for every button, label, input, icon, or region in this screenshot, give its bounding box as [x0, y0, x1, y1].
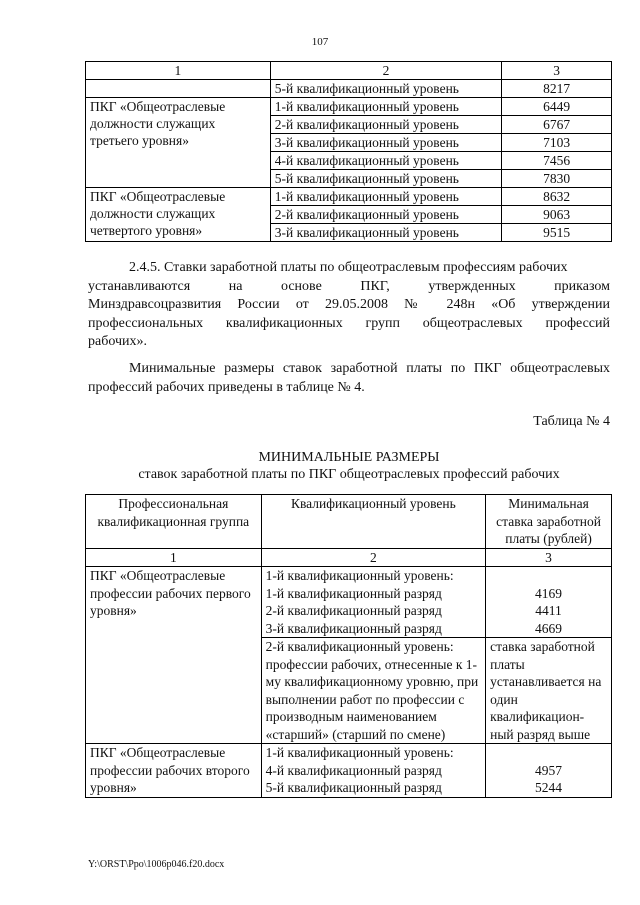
salary-value: 4669: [535, 620, 563, 636]
table-row: [86, 80, 612, 98]
table-row: [86, 188, 612, 206]
table-subtitle: ставок заработной платы по ПКГ общеотраслевых профессий рабочих: [138, 467, 560, 482]
paragraph-line: рабочих».: [88, 334, 148, 349]
table-row: [86, 567, 612, 638]
group-name: ПКГ «Общеотраслевые профессии рабочих первого уровня»: [86, 567, 262, 744]
salary-value: 6449: [502, 98, 612, 116]
grade-name: 2-й квалификационный разряд: [265, 603, 442, 618]
qualification-level: 4-й квалификационный уровень: [270, 152, 502, 170]
qualification-level: 2-й квалификационный уровень: [270, 116, 502, 134]
group-name: ПКГ «Общеотраслевые должности служащих четвертого уровня»: [86, 188, 271, 242]
salary-value: 7456: [502, 152, 612, 170]
salary-value: 9063: [502, 206, 612, 224]
section-paragraph: [88, 259, 610, 352]
qualification-level: 2-й квалификационный уровень: [270, 206, 502, 224]
paragraph-line: профессиональных квалификационных групп общеотраслевых профессий: [88, 315, 610, 331]
column-header: Профессиональная квалификационная группа: [86, 495, 262, 549]
salary-note: ставка заработной платы устанавливается на один квалификацион-ный разряд выше: [486, 638, 612, 744]
table-number-row: [86, 548, 612, 567]
intro-paragraph: [88, 360, 610, 397]
salary-value: 5244: [535, 780, 563, 795]
page-number: 107: [311, 36, 329, 48]
column-number: 1: [86, 62, 271, 80]
footer-file-path: Y:\ORST\Ppo\1006p046.f20.docx: [88, 859, 225, 870]
table-title: МИНИМАЛЬНЫЕ РАЗМЕРЫ: [258, 450, 440, 465]
salary-value: 7103: [502, 134, 612, 152]
table-header-row: [86, 495, 612, 549]
salary-value: 4411: [535, 603, 562, 618]
paragraph-line: 2.4.5. Ставки заработной платы по общеотраслевым профессиям рабочих: [129, 260, 568, 275]
salary-values: [486, 567, 612, 638]
qualification-level: 3-й квалификационный уровень: [270, 224, 502, 242]
level-title: 1-й квалификационный уровень:: [265, 745, 454, 760]
paragraph-line: устанавливаются на основе ПКГ, утвержденных приказом: [88, 278, 610, 294]
qualification-level: 5-й квалификационный уровень: [270, 170, 502, 188]
grade-name: 1-й квалификационный разряд: [265, 585, 442, 601]
paragraph-line: Минздравсоцразвития России от 29.05.2008 № 248н «Об утверждении: [88, 297, 610, 312]
paragraph-text: Минимальные размеры ставок заработной платы по ПКГ общеотраслевых профессий рабочих приведены в таблице № 4.: [88, 361, 610, 395]
table-row: [86, 98, 612, 116]
column-header: Квалификационный уровень: [261, 495, 485, 549]
salary-value: 7830: [502, 170, 612, 188]
salary-value: 9515: [502, 224, 612, 242]
salary-value: 4169: [535, 585, 563, 601]
salary-values: [486, 744, 612, 798]
group-name: ПКГ «Общеотраслевые профессии рабочих второго уровня»: [86, 744, 262, 798]
grade-name: 5-й квалификационный разряд: [265, 780, 442, 795]
grade-name: 4-й квалификационный разряд: [265, 762, 442, 778]
salary-value: 8217: [502, 80, 612, 98]
qualification-level: 2-й квалификационный уровень: профессии рабочих, отнесенные к 1-му квалификационному уровню, при выполнении работ по профессии с производным наименованием «старший» (старший по смене): [261, 638, 485, 744]
salary-table-employees: [85, 61, 612, 242]
grade-name: 3-й квалификационный разряд: [265, 620, 442, 636]
qualification-level: 1-й квалификационный уровень: [270, 188, 502, 206]
table-header-row: [86, 62, 612, 80]
salary-value: 4957: [535, 762, 563, 778]
qualification-level: [261, 567, 485, 638]
qualification-level: 3-й квалификационный уровень: [270, 134, 502, 152]
qualification-level: 5-й квалификационный уровень: [270, 80, 502, 98]
column-number: 1: [86, 548, 262, 567]
column-header: Минимальная ставка заработной платы (рублей): [486, 495, 612, 549]
column-number: 3: [502, 62, 612, 80]
qualification-level: 1-й квалификационный уровень: [270, 98, 502, 116]
group-name: ПКГ «Общеотраслевые должности служащих третьего уровня»: [86, 98, 271, 188]
table-title-block: [88, 449, 610, 483]
salary-table-workers: [85, 494, 612, 798]
table-row: [86, 744, 612, 798]
table-caption: Таблица № 4: [533, 414, 610, 429]
salary-value: 8632: [502, 188, 612, 206]
level-title: 1-й квалификационный уровень:: [265, 568, 454, 583]
salary-value: 6767: [502, 116, 612, 134]
qualification-level: [261, 744, 485, 798]
column-number: 3: [486, 548, 612, 567]
column-number: 2: [261, 548, 485, 567]
column-number: 2: [270, 62, 502, 80]
